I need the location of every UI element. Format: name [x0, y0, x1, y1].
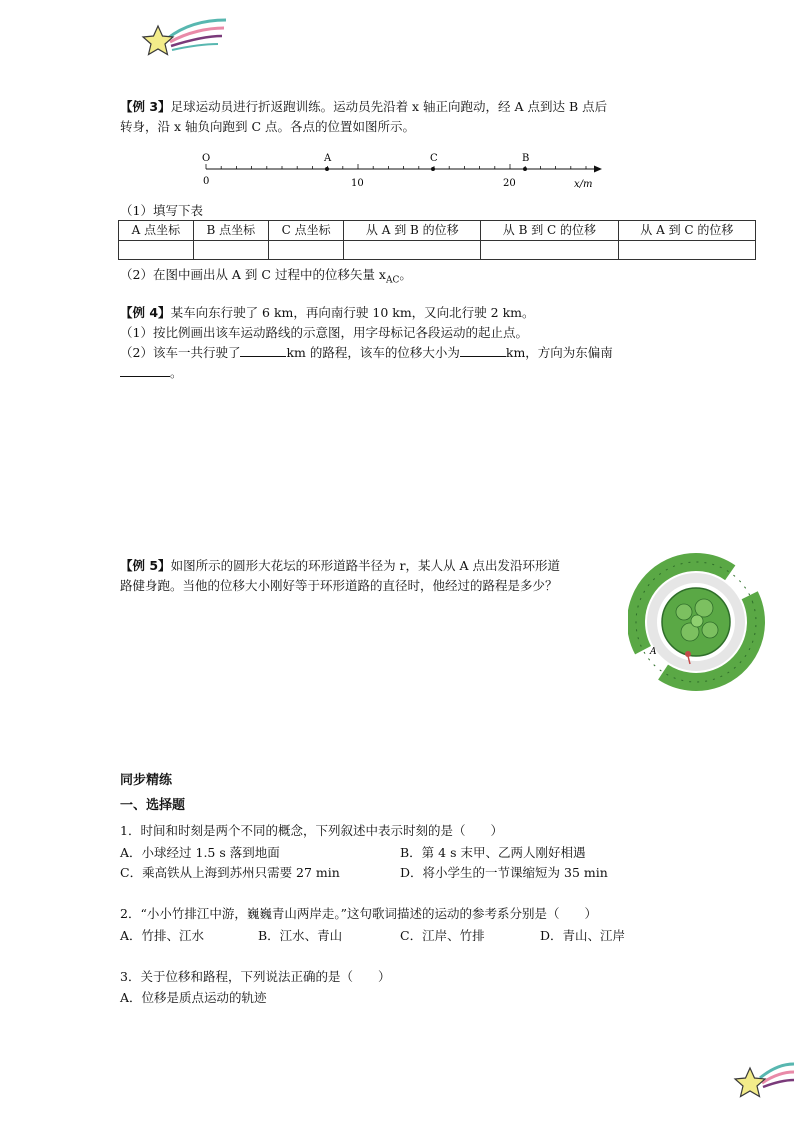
label-c: C [430, 153, 438, 164]
header-disp-ab: 从 A 到 B 的位移 [344, 221, 481, 241]
header-a-coord: A 点坐标 [119, 221, 194, 241]
example-3-line2: 转身，沿 x 轴负向跑到 C 点。各点的位置如图所示。 [120, 119, 416, 134]
example-5-line2: 路健身跑。当他的位移大小刚好等于环形道路的直径时，他经过的路程是多少？ [120, 578, 558, 593]
example-4-q2: （2）该车一共行驶了 km 的路程，该车的位移大小为 km，方向为东偏南 [120, 345, 613, 360]
header-b-coord: B 点坐标 [193, 221, 268, 241]
question-1-option-a[interactable]: A．小球经过 1.5 s 落到地面 [120, 845, 280, 860]
table-header-row [119, 221, 756, 241]
question-2-option-a[interactable]: A．竹排、江水 [120, 928, 205, 943]
question-1-stem: 1．时间和时刻是两个不同的概念，下列叙述中表示时刻的是（ ） [120, 823, 503, 838]
coordinates-table [118, 220, 756, 260]
answer-cell[interactable] [344, 241, 481, 260]
answer-blank[interactable] [120, 364, 170, 377]
point-b [523, 167, 527, 171]
example-3-tag: 【例 3】 [120, 99, 171, 114]
garden-label-a: A [650, 647, 657, 657]
question-2-option-b[interactable]: B．江水、青山 [258, 928, 343, 943]
question-1-option-b[interactable]: B．第 4 s 末甲、乙两人刚好相遇 [400, 845, 586, 860]
answer-blank[interactable] [240, 344, 286, 357]
example-4-line1: 某车向东行驶了 6 km，再向南行驶 10 km，又向北行驶 2 km。 [170, 305, 535, 320]
question-3-stem: 3．关于位移和路程，下列说法正确的是（ ） [120, 969, 391, 984]
example-5-tag: 【例 5】 [120, 558, 171, 573]
question-2-option-d[interactable]: D．青山、江岸 [540, 928, 626, 943]
question-3-option-a[interactable]: A．位移是质点运动的轨迹 [120, 990, 267, 1005]
label-b: B [522, 153, 530, 164]
circular-garden-figure [628, 546, 768, 696]
question-2-option-c[interactable]: C．江岸、竹排 [400, 928, 485, 943]
example-3-q1: （1）填写下表 [120, 203, 203, 218]
axis-unit: x/m [574, 179, 593, 190]
example-5-line1: 如图所示的圆形大花坛的环形道路半径为 r，某人从 A 点出发沿环形道 [170, 558, 560, 573]
example-4-q1: （1）按比例画出该车运动路线的示意图，用字母标记各段运动的起止点。 [120, 325, 528, 340]
tick-label-20: 20 [503, 178, 516, 189]
answer-cell[interactable] [268, 241, 344, 260]
question-2-stem: 2．“小小竹排江中游，巍巍青山两岸走。”这句歌词描述的运动的参考系分别是（ ） [120, 906, 597, 921]
answer-cell[interactable] [119, 241, 194, 260]
example-5 [120, 556, 630, 596]
point-a [325, 167, 329, 171]
answer-cell[interactable] [618, 241, 755, 260]
shooting-star-icon [138, 14, 228, 64]
tick-label-10: 10 [351, 178, 364, 189]
header-disp-bc: 从 B 到 C 的位移 [481, 221, 618, 241]
section-title: 一、选择题 [120, 798, 186, 813]
example-3-line1: 足球运动员进行折返跑训练。运动员先沿着 x 轴正向跑动，经 A 点到达 B 点后 [170, 99, 608, 114]
question-1-option-d[interactable]: D．将小学生的一节课缩短为 35 min [400, 865, 608, 880]
example-3-q2: （2）在图中画出从 A 到 C 过程中的位移矢量 $x_{AC}$。 [120, 267, 412, 286]
number-line-figure [196, 146, 606, 196]
example-4-tag: 【例 4】 [120, 305, 171, 320]
label-a: A [324, 153, 332, 164]
example-3 [120, 97, 680, 137]
question-1-option-c[interactable]: C．乘高铁从上海到苏州只需要 27 min [120, 865, 340, 880]
answer-cell[interactable] [193, 241, 268, 260]
header-disp-ac: 从 A 到 C 的位移 [618, 221, 755, 241]
tick-label-0: 0 [203, 176, 210, 187]
point-c [431, 167, 435, 171]
label-o: O [202, 153, 211, 164]
example-4: 【例 4】某车向东行驶了 6 km，再向南行驶 10 km，又向北行驶 2 km。 （1）按比例画出该车运动路线的示意图，用字母标记各段运动的起止点。 （2）该车一共行驶了 km 的路程，该车的位移大小为 km，方向为东偏南 。 [120, 303, 720, 383]
answer-blank[interactable] [460, 344, 506, 357]
header-c-coord: C 点坐标 [268, 221, 344, 241]
answer-cell[interactable] [481, 241, 618, 260]
practice-title: 同步精练 [120, 773, 173, 788]
table-answer-row [119, 241, 756, 260]
shooting-star-icon [732, 1056, 794, 1106]
